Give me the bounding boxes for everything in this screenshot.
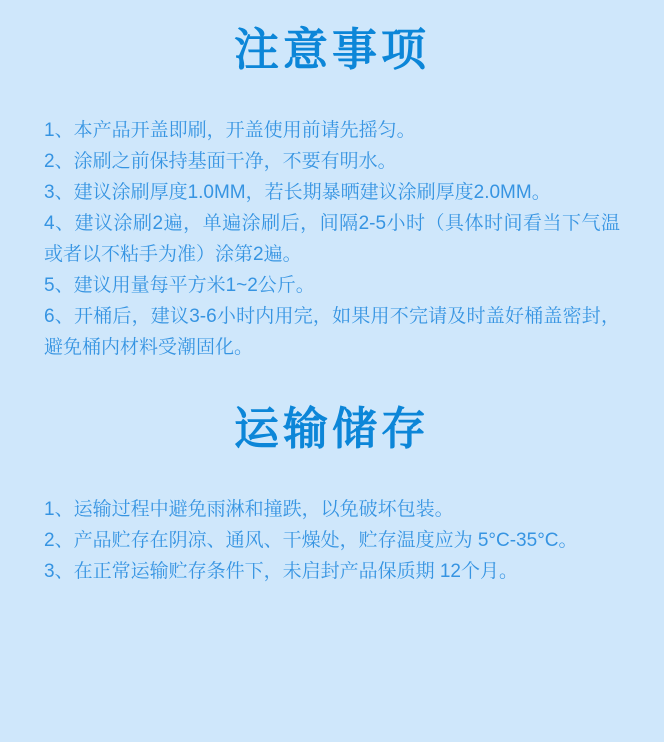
- storage-item: 1、运输过程中避免雨淋和撞跌，以免破坏包装。: [44, 499, 454, 520]
- precaution-item: 5、建议用量每平方米1~2公斤。: [44, 275, 315, 296]
- precaution-item: 6、开桶后，建议3-6小时内用完，如果用不完请及时盖好桶盖密封，避免桶内材料受潮固化。: [44, 306, 620, 358]
- precautions-section-title: 注意事项: [233, 24, 430, 75]
- storage-list: [44, 494, 620, 587]
- precaution-item: 4、建议涂刷2遍，单遍涂刷后，间隔2-5小时（具体时间看当下气温或者以不粘手为准）涂第2遍。: [44, 213, 620, 265]
- precautions-list: [44, 115, 620, 363]
- precaution-item: 3、建议涂刷厚度1.0MM，若长期暴晒建议涂刷厚度2.0MM。: [44, 182, 551, 203]
- storage-section-title: 运输储存: [233, 403, 430, 454]
- precaution-item: 1、本产品开盖即刷，开盖使用前请先摇匀。: [44, 120, 416, 141]
- storage-item: 3、在正常运输贮存条件下，未启封产品保质期 12个月。: [44, 561, 518, 582]
- precaution-item: 2、涂刷之前保持基面干净，不要有明水。: [44, 151, 397, 172]
- storage-item: 2、产品贮存在阴凉、通风、干燥处，贮存温度应为 5°C-35°C。: [44, 530, 578, 551]
